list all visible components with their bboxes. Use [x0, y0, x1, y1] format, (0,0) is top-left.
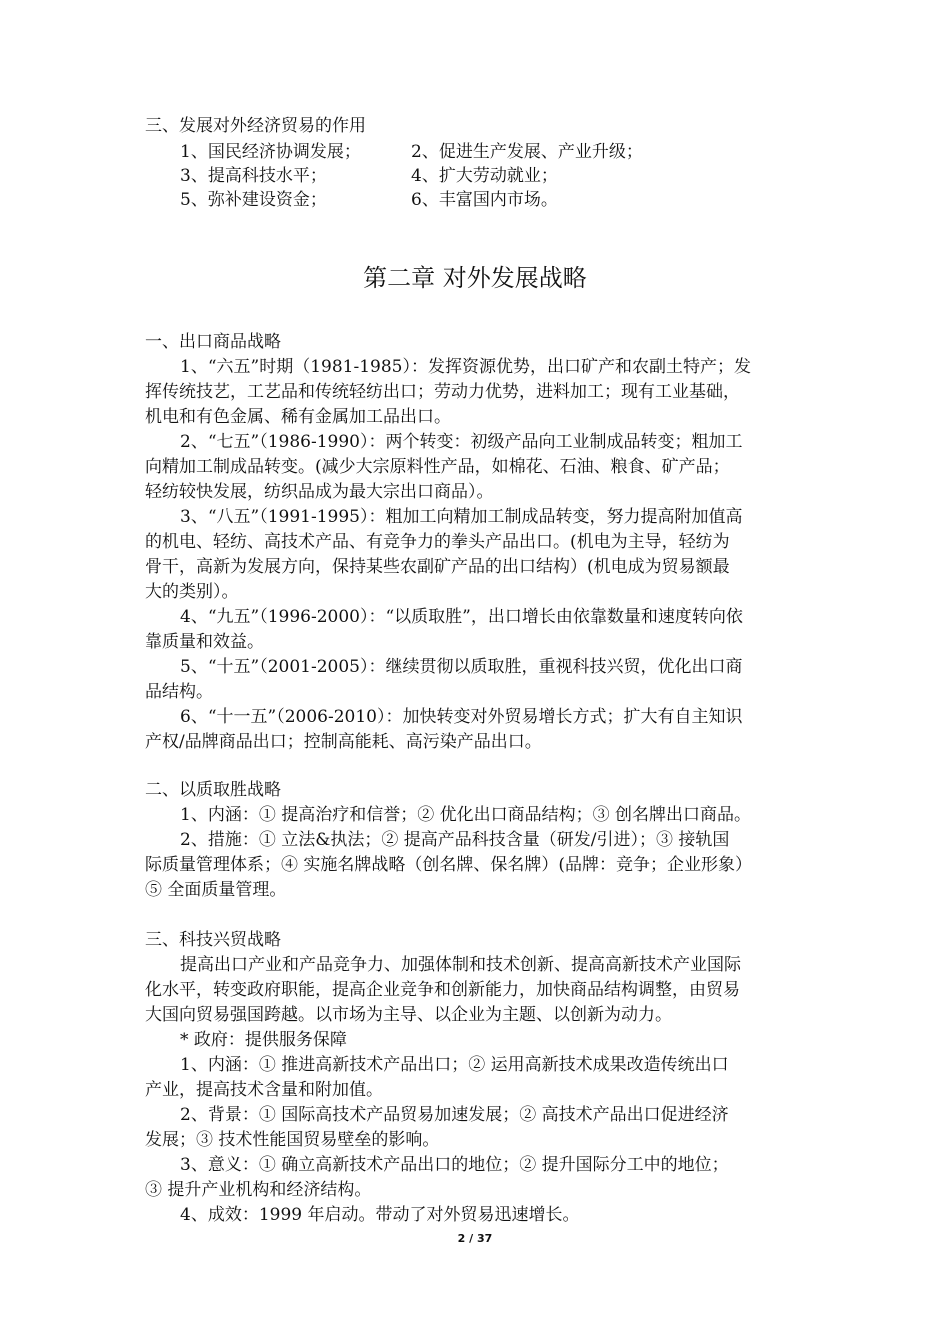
paragraph-line: 4、成效：1999 年启动。带动了对外贸易迅速增长。 [180, 1205, 580, 1225]
paragraph-line: 向精加工制成品转变。(减少大宗原料性产品，如棉花、石油、粮食、矿产品； [145, 457, 730, 477]
paragraph-line: 靠质量和效益。 [145, 632, 264, 652]
paragraph-line: 产权/品牌商品出口；控制高能耗、高污染产品出口。 [145, 732, 542, 752]
list-item: 5、弥补建设资金； [180, 190, 327, 210]
paragraph-line: 产业，提高技术含量和附加值。 [145, 1080, 383, 1100]
list-item: 3、提高科技水平； [180, 166, 327, 186]
section-heading: 二、以质取胜战略 [145, 780, 281, 800]
paragraph-line: 3、意义：① 确立高新技术产品出口的地位；② 提升国际分工中的地位； [180, 1155, 729, 1175]
paragraph-line: 机电和有色金属、稀有金属加工品出口。 [145, 407, 451, 427]
paragraph-line: 际质量管理体系；④ 实施名牌战略（创名牌、保名牌）(品牌：竞争；企业形象） [145, 855, 753, 875]
page-number: 2 / 37 [457, 1232, 493, 1245]
paragraph-line: 5、“十五”（2001-2005）：继续贯彻以质取胜，重视科技兴贸，优化出口商 [180, 657, 743, 677]
paragraph-line: 化水平，转变政府职能，提高企业竞争和创新能力，加快商品结构调整，由贸易 [145, 980, 740, 1000]
paragraph-line: 2、措施：① 立法&执法；② 提高产品科技含量（研发/引进）；③ 接轨国 [180, 830, 730, 850]
paragraph-line: 发展；③ 技术性能国贸易壁垒的影响。 [145, 1130, 440, 1150]
paragraph-line: * 政府：提供服务保障 [180, 1030, 347, 1050]
chapter-title: 第二章 对外发展战略 [363, 264, 587, 292]
paragraph-line: 1、内涵：① 提高治疗和信誉；② 优化出口商品结构；③ 创名牌出口商品。 [180, 805, 752, 825]
paragraph-line: 2、“七五”（1986-1990）：两个转变：初级产品向工业制成品转变；粗加工 [180, 432, 743, 452]
paragraph-line: 4、“九五”（1996-2000）：“以质取胜”，出口增长由依靠数量和速度转向依 [180, 607, 743, 627]
paragraph-line: 3、“八五”（1991-1995）：粗加工向精加工制成品转变，努力提高附加值高 [180, 507, 743, 527]
paragraph-line: 骨干，高新为发展方向，保持某些农副矿产品的出口结构）(机电成为贸易额最 [145, 557, 730, 577]
paragraph-line: 大国向贸易强国跨越。以市场为主导、以企业为主题、以创新为动力。 [145, 1005, 672, 1025]
paragraph-line: 6、“十一五”（2006-2010）：加快转变对外贸易增长方式；扩大有自主知识 [180, 707, 743, 727]
paragraph-line: ③ 提升产业机构和经济结构。 [145, 1180, 372, 1200]
list-item: 4、扩大劳动就业； [411, 166, 558, 186]
paragraph-line: 挥传统技艺，工艺品和传统轻纺出口；劳动力优势，进料加工；现有工业基础， [145, 382, 740, 402]
section-heading: 三、科技兴贸战略 [145, 930, 281, 950]
list-item: 2、促进生产发展、产业升级； [411, 142, 643, 162]
paragraph-line: 2、背景：① 国际高技术产品贸易加速发展；② 高技术产品出口促进经济 [180, 1105, 729, 1125]
paragraph-line: 大的类别）。 [145, 582, 239, 602]
section-heading: 三、发展对外经济贸易的作用 [145, 116, 366, 136]
list-item: 1、国民经济协调发展； [180, 142, 361, 162]
paragraph-line: 1、“六五”时期（1981-1985）：发挥资源优势，出口矿产和农副土特产；发 [180, 357, 751, 377]
paragraph-line: 1、内涵：① 推进高新技术产品出口；② 运用高新技术成果改造传统出口 [180, 1055, 729, 1075]
paragraph-line: 品结构。 [145, 682, 213, 702]
paragraph-line: 的机电、轻纺、高技术产品、有竞争力的拳头产品出口。(机电为主导，轻纺为 [145, 532, 730, 552]
paragraph-line: ⑤ 全面质量管理。 [145, 880, 287, 900]
paragraph-line: 提高出口产业和产品竞争力、加强体制和技术创新、提高高新技术产业国际 [180, 955, 741, 975]
paragraph-line: 轻纺较快发展，纺织品成为最大宗出口商品）。 [145, 482, 494, 502]
section-heading: 一、出口商品战略 [145, 332, 281, 352]
list-item: 6、丰富国内市场。 [411, 190, 558, 210]
